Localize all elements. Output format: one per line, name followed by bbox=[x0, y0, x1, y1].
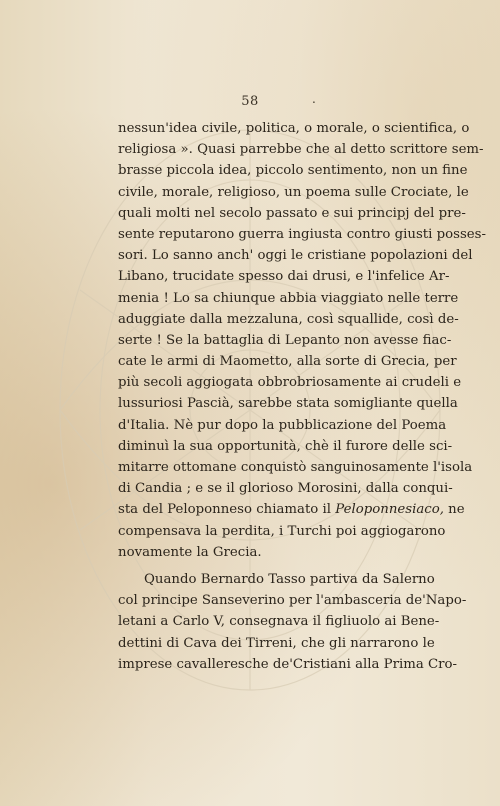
text-line: nessun'idea civile, politica, o morale, o scientifica, o bbox=[118, 121, 470, 136]
text-line: religiosa ». Quasi parrebbe che al detto scrittore sem- bbox=[118, 142, 484, 158]
page-number-dot: . bbox=[312, 92, 316, 106]
text-line: più secoli aggiogata obbrobriosamente ai crudeli e bbox=[118, 375, 462, 391]
text-line: serte ! Se la battaglia di Lepanto non avesse fiac- bbox=[118, 332, 452, 348]
page-number: 58 bbox=[241, 94, 259, 109]
paragraph-1 bbox=[118, 118, 486, 563]
text-line: d'Italia. Nè pur dopo la pubblicazione del Poema bbox=[118, 417, 447, 433]
text-line: sori. Lo sanno anch' oggi le cristiane popolazioni del bbox=[118, 248, 473, 264]
text-line: imprese cavalleresche de'Cristiani alla Prima Cro- bbox=[118, 656, 458, 672]
paragraph-2 bbox=[118, 569, 467, 675]
line-prefix: sta del Peloponneso chiamato il bbox=[118, 502, 336, 518]
text-line: Quando Bernardo Tasso partiva da Salerno bbox=[144, 571, 435, 587]
text-line: menia ! Lo sa chiunque abbia viaggiato nelle terre bbox=[118, 290, 459, 306]
text-line: di Candia ; e se il glorioso Morosini, dalla conqui- bbox=[118, 481, 453, 497]
text-line: dettini di Cava dei Tirreni, che gli narrarono le bbox=[118, 635, 435, 651]
text-line: cate le armi di Maometto, alla sorte di Grecia, per bbox=[118, 354, 457, 370]
text-line: civile, morale, religioso, un poema sulle Crociate, le bbox=[118, 184, 469, 200]
text-line: diminuì la sua opportunità, chè il furore delle sci- bbox=[118, 438, 453, 454]
line-suffix: ne bbox=[443, 502, 465, 518]
text-line: mitarre ottomane conquistò sanguinosamente l'isola bbox=[118, 460, 473, 475]
text-line: col principe Sanseverino per l'ambasceria de'Napo- bbox=[118, 593, 467, 609]
text-line: brasse piccola idea, piccolo sentimento, non un fine bbox=[118, 163, 468, 179]
body-text bbox=[118, 118, 486, 675]
text-line: aduggiate dalla mezzaluna, così squallide, così de- bbox=[118, 311, 459, 327]
text-line: novamente la Grecia. bbox=[118, 544, 262, 560]
text-line: sente reputarono guerra ingiusta contro giusti posses- bbox=[118, 226, 486, 242]
text-line: lussuriosi Pascià, sarebbe stata somigliante quella bbox=[118, 396, 458, 412]
text-line: compensava la perdita, i Turchi poi aggiogarono bbox=[118, 523, 446, 539]
italic-word: Peloponnesiaco, bbox=[335, 502, 444, 518]
text-line: Libano, trucidate spesso dai drusi, e l'infelice Ar- bbox=[118, 269, 450, 285]
text-line-italic bbox=[118, 499, 465, 520]
text-line: quali molti nel secolo passato e sui principj del pre- bbox=[118, 205, 466, 221]
text-line: letani a Carlo V, consegnava il figliuolo ai Bene- bbox=[118, 614, 440, 630]
